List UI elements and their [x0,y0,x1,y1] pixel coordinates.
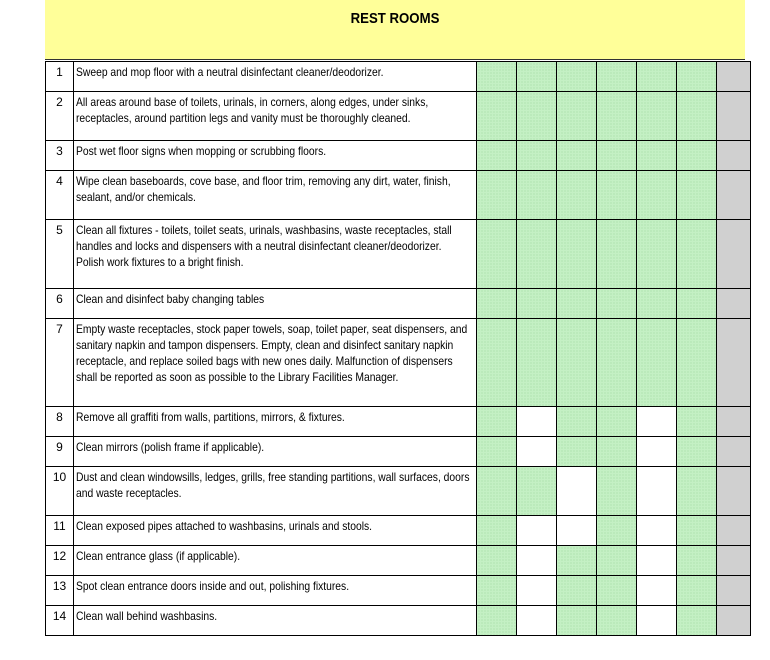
task-row [46,516,751,546]
schedule-cell-gray [717,92,751,141]
schedule-cell-marked [477,606,517,636]
task-description-text: Clean all fixtures - toilets, toilet seats, urinals, washbasins, waste receptacles, stall handles and locks and dispensers with a neutral disinfectant cleaner/deodorizer. Polish work fixtures to a bright finish. [76,223,452,269]
schedule-cell-marked [597,576,637,606]
schedule-cell-marked [677,92,717,141]
schedule-cell-gray [717,171,751,220]
task-description-text: Dust and clean windowsills, ledges, grills, free standing partitions, wall surfaces, doors and waste receptacles. [76,470,470,500]
schedule-cell-marked [677,171,717,220]
task-description-text: Clean entrance glass (if applicable). [76,549,241,563]
schedule-cell-marked [597,171,637,220]
schedule-cell-marked [557,546,597,576]
schedule-cell-gray [717,467,751,516]
schedule-cell-marked [557,141,597,171]
schedule-cell-marked [677,62,717,92]
schedule-cell-gray [717,289,751,319]
schedule-cell-marked [477,516,517,546]
task-description [74,62,477,92]
schedule-cell-marked [477,319,517,407]
schedule-cell-marked [597,289,637,319]
task-row [46,141,751,171]
task-number: 10 [46,467,74,516]
task-description [74,92,477,141]
task-description [74,606,477,636]
task-number: 12 [46,546,74,576]
schedule-cell-empty [517,407,557,437]
task-table [45,61,751,636]
task-row [46,319,751,407]
schedule-cell-marked [597,467,637,516]
schedule-cell-marked [677,289,717,319]
task-row [46,407,751,437]
schedule-cell-marked [557,606,597,636]
schedule-cell-marked [597,516,637,546]
schedule-cell-marked [637,171,677,220]
task-description [74,467,477,516]
schedule-cell-marked [477,437,517,467]
schedule-cell-marked [597,606,637,636]
schedule-cell-marked [477,407,517,437]
task-number: 7 [46,319,74,407]
schedule-cell-empty [637,606,677,636]
task-row [46,467,751,516]
section-header [45,0,745,60]
schedule-cell-empty [517,437,557,467]
schedule-cell-gray [717,141,751,171]
schedule-cell-empty [637,576,677,606]
task-description [74,171,477,220]
task-number: 1 [46,62,74,92]
schedule-cell-marked [557,289,597,319]
schedule-cell-marked [677,516,717,546]
schedule-cell-marked [677,437,717,467]
schedule-cell-marked [517,171,557,220]
task-description [74,141,477,171]
schedule-cell-marked [677,546,717,576]
schedule-cell-empty [517,576,557,606]
task-description-text: Clean exposed pipes attached to washbasins, urinals and stools. [76,519,373,533]
task-description-text: Clean mirrors (polish frame if applicable). [76,440,265,454]
schedule-cell-marked [677,220,717,289]
schedule-cell-marked [597,62,637,92]
task-description-text: Clean wall behind washbasins. [76,609,218,623]
schedule-cell-gray [717,606,751,636]
schedule-cell-empty [637,437,677,467]
schedule-cell-marked [637,141,677,171]
page-title: REST ROOMS [350,10,440,27]
schedule-cell-marked [517,289,557,319]
task-description [74,437,477,467]
task-row [46,437,751,467]
schedule-cell-marked [517,62,557,92]
schedule-cell-empty [517,606,557,636]
schedule-cell-marked [517,467,557,516]
schedule-cell-marked [477,576,517,606]
task-number: 11 [46,516,74,546]
task-description-text: Empty waste receptacles, stock paper towels, soap, toilet paper, seat dispensers, and sanitary napkin and tampon dispensers. Empty, clean and disinfect sanitary napkin receptacle, and replace soiled bags with new ones daily. Malfunction of dispensers shall be reported as soon as possible to the Library Facilities Manager. [76,322,468,384]
task-number: 9 [46,437,74,467]
task-description [74,407,477,437]
schedule-cell-marked [477,546,517,576]
task-description-text: All areas around base of toilets, urinals, in corners, along edges, under sinks, receptacles, around partition legs and vanity must be thoroughly cleaned. [76,95,429,125]
schedule-cell-empty [517,546,557,576]
schedule-cell-marked [637,92,677,141]
task-description-text: Post wet floor signs when mopping or scrubbing floors. [76,144,327,158]
task-description-text: Wipe clean baseboards, cove base, and floor trim, removing any dirt, water, finish, sealant, and/or chemicals. [76,174,451,204]
schedule-cell-marked [677,576,717,606]
schedule-cell-marked [637,62,677,92]
schedule-cell-empty [637,407,677,437]
task-description [74,289,477,319]
schedule-cell-marked [557,220,597,289]
schedule-cell-empty [637,516,677,546]
task-number: 5 [46,220,74,289]
task-number: 14 [46,606,74,636]
schedule-cell-marked [517,141,557,171]
schedule-cell-marked [677,141,717,171]
task-row [46,289,751,319]
schedule-cell-gray [717,516,751,546]
task-row [46,220,751,289]
schedule-cell-marked [557,576,597,606]
schedule-cell-marked [677,467,717,516]
schedule-cell-marked [477,220,517,289]
schedule-cell-empty [557,516,597,546]
task-row [46,606,751,636]
schedule-cell-empty [517,516,557,546]
schedule-cell-marked [597,92,637,141]
task-description-text: Remove all graffiti from walls, partitions, mirrors, & fixtures. [76,410,345,424]
schedule-cell-empty [557,467,597,516]
schedule-cell-empty [637,467,677,516]
schedule-cell-marked [597,546,637,576]
schedule-cell-marked [597,319,637,407]
schedule-cell-marked [597,220,637,289]
schedule-cell-marked [477,92,517,141]
task-description [74,546,477,576]
schedule-cell-marked [557,319,597,407]
schedule-cell-marked [557,407,597,437]
schedule-cell-marked [477,141,517,171]
task-row [46,546,751,576]
schedule-cell-gray [717,62,751,92]
task-description-text: Clean and disinfect baby changing tables [76,292,265,306]
schedule-cell-marked [517,220,557,289]
task-number: 3 [46,141,74,171]
task-row [46,576,751,606]
schedule-cell-marked [677,407,717,437]
task-description [74,516,477,546]
schedule-cell-marked [597,437,637,467]
schedule-cell-marked [637,319,677,407]
schedule-cell-gray [717,437,751,467]
task-number: 4 [46,171,74,220]
task-row [46,92,751,141]
task-row [46,62,751,92]
schedule-cell-gray [717,407,751,437]
schedule-cell-marked [597,407,637,437]
schedule-cell-marked [477,289,517,319]
schedule-cell-marked [557,62,597,92]
schedule-cell-marked [557,92,597,141]
schedule-cell-marked [677,319,717,407]
schedule-cell-marked [597,141,637,171]
schedule-cell-gray [717,220,751,289]
schedule-cell-marked [557,171,597,220]
task-number: 6 [46,289,74,319]
task-description [74,576,477,606]
schedule-cell-marked [477,467,517,516]
schedule-cell-marked [477,62,517,92]
task-description [74,220,477,289]
task-row [46,171,751,220]
schedule-cell-marked [477,171,517,220]
task-description-text: Sweep and mop floor with a neutral disinfectant cleaner/deodorizer. [76,65,384,79]
schedule-cell-gray [717,576,751,606]
schedule-cell-marked [517,92,557,141]
schedule-cell-gray [717,319,751,407]
schedule-cell-gray [717,546,751,576]
schedule-cell-marked [637,289,677,319]
task-description [74,319,477,407]
task-description-text: Spot clean entrance doors inside and out, polishing fixtures. [76,579,350,593]
schedule-cell-empty [637,546,677,576]
task-number: 13 [46,576,74,606]
task-number: 8 [46,407,74,437]
schedule-cell-marked [637,220,677,289]
schedule-cell-marked [557,437,597,467]
schedule-cell-marked [677,606,717,636]
schedule-cell-marked [517,319,557,407]
task-number: 2 [46,92,74,141]
